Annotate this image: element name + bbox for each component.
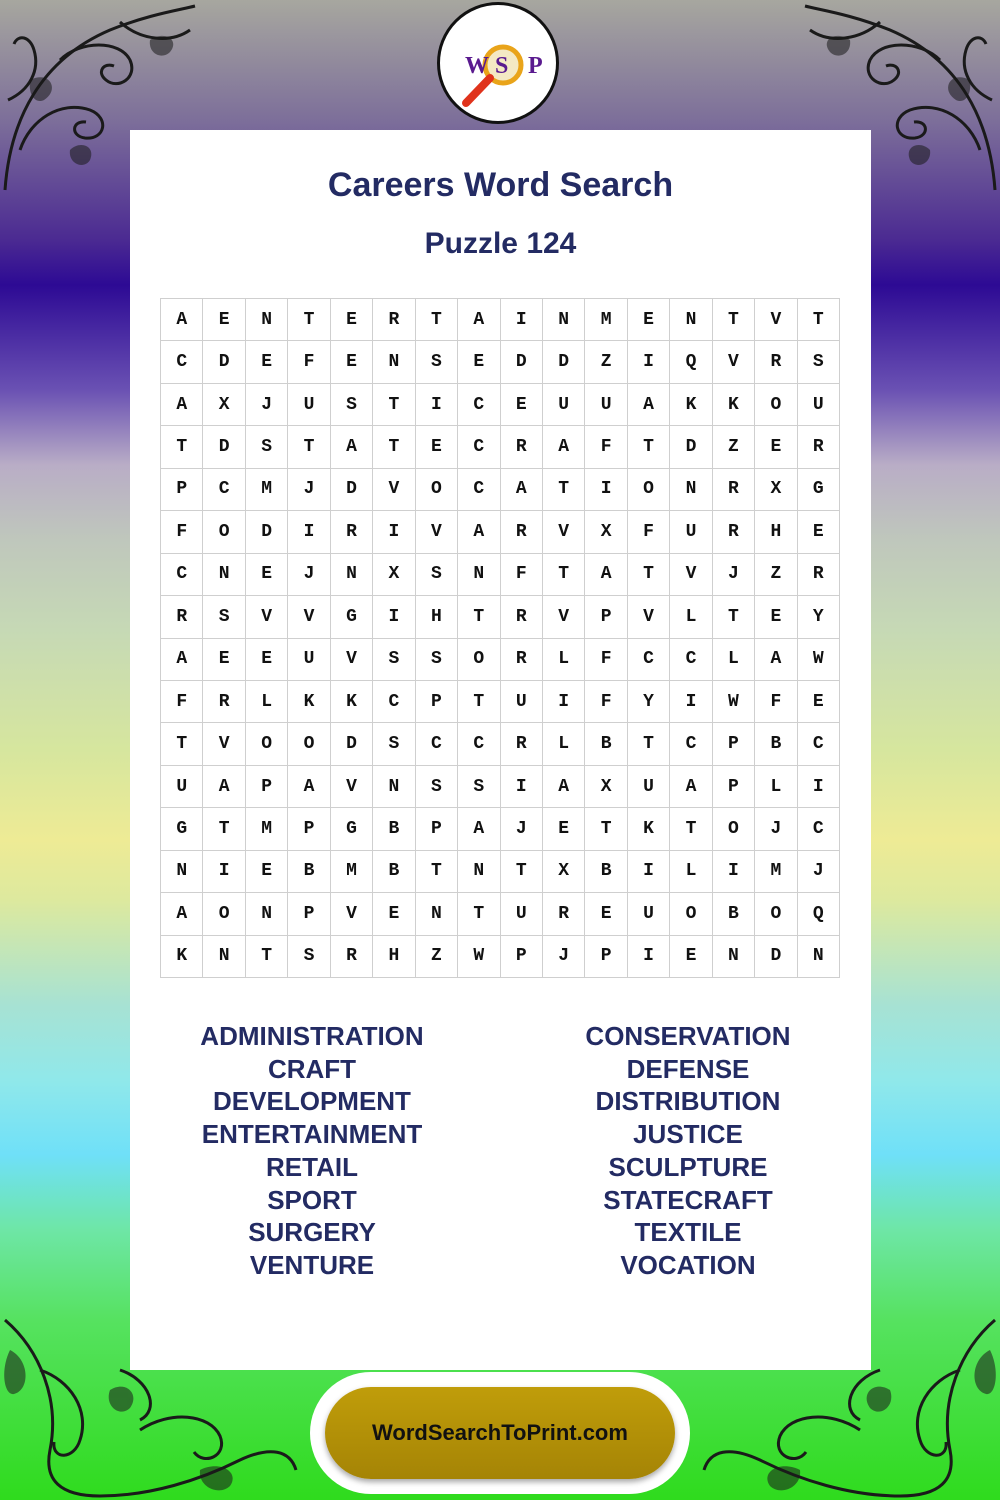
grid-cell[interactable]: U [161, 766, 203, 808]
grid-cell[interactable]: T [798, 299, 840, 341]
grid-cell[interactable]: S [373, 723, 415, 765]
grid-cell[interactable]: E [246, 554, 288, 596]
grid-cell[interactable]: J [543, 936, 585, 978]
grid-cell[interactable]: R [501, 426, 543, 468]
grid-cell[interactable]: X [585, 766, 627, 808]
grid-cell[interactable]: A [543, 766, 585, 808]
grid-cell[interactable]: C [203, 469, 245, 511]
word-list-item: SCULPTURE [608, 1151, 768, 1182]
grid-cell[interactable]: I [628, 341, 670, 383]
grid-cell[interactable]: A [585, 554, 627, 596]
grid-cell[interactable]: E [331, 341, 373, 383]
grid-cell[interactable]: C [670, 723, 712, 765]
grid-cell[interactable]: T [713, 596, 755, 638]
grid-cell[interactable]: V [246, 596, 288, 638]
grid-cell[interactable]: D [670, 426, 712, 468]
grid-cell[interactable]: F [161, 681, 203, 723]
grid-cell[interactable]: V [755, 299, 797, 341]
grid-cell[interactable]: C [458, 384, 500, 426]
grid-cell[interactable]: L [246, 681, 288, 723]
grid-cell[interactable]: W [713, 681, 755, 723]
grid-cell[interactable]: Z [755, 554, 797, 596]
grid-cell[interactable]: D [203, 426, 245, 468]
grid-cell[interactable]: B [585, 723, 627, 765]
grid-cell[interactable]: Z [713, 426, 755, 468]
grid-cell[interactable]: T [670, 808, 712, 850]
page-title: Careers Word Search [327, 166, 674, 204]
grid-cell[interactable]: E [458, 341, 500, 383]
grid-cell[interactable]: J [755, 808, 797, 850]
grid-cell[interactable]: A [458, 511, 500, 553]
grid-cell[interactable]: V [203, 723, 245, 765]
grid-cell[interactable]: X [373, 554, 415, 596]
grid-cell[interactable]: E [585, 893, 627, 935]
grid-cell[interactable]: T [543, 469, 585, 511]
word-list-item: CRAFT [267, 1053, 357, 1084]
word-list-item: SPORT [267, 1184, 357, 1215]
grid-cell[interactable]: P [288, 893, 330, 935]
grid-cell[interactable]: S [373, 639, 415, 681]
grid-cell[interactable]: M [585, 299, 627, 341]
grid-cell[interactable]: A [458, 808, 500, 850]
grid-cell[interactable]: M [246, 469, 288, 511]
grid-cell[interactable]: O [203, 893, 245, 935]
grid-cell[interactable]: Q [798, 893, 840, 935]
grid-cell[interactable]: R [798, 426, 840, 468]
grid-cell[interactable]: E [755, 596, 797, 638]
grid-cell[interactable]: O [670, 893, 712, 935]
grid-cell[interactable]: U [288, 639, 330, 681]
grid-cell[interactable]: T [501, 851, 543, 893]
grid-cell[interactable]: N [713, 936, 755, 978]
grid-cell[interactable]: I [203, 851, 245, 893]
word-list-item: ENTERTAINMENT [201, 1119, 423, 1150]
grid-cell[interactable]: M [755, 851, 797, 893]
grid-cell[interactable]: T [203, 808, 245, 850]
grid-cell[interactable]: I [585, 469, 627, 511]
grid-cell[interactable]: E [203, 639, 245, 681]
site-link-button[interactable]: WordSearchToPrint.com [325, 1387, 675, 1479]
grid-cell[interactable]: T [288, 426, 330, 468]
grid-cell[interactable]: N [543, 299, 585, 341]
grid-cell[interactable]: S [416, 639, 458, 681]
grid-cell[interactable]: C [161, 554, 203, 596]
grid-cell[interactable]: N [246, 299, 288, 341]
grid-cell[interactable]: B [713, 893, 755, 935]
grid-cell[interactable]: O [288, 723, 330, 765]
grid-cell[interactable]: P [585, 596, 627, 638]
grid-cell[interactable]: A [161, 893, 203, 935]
grid-cell[interactable]: C [798, 723, 840, 765]
grid-cell[interactable]: O [755, 893, 797, 935]
grid-cell[interactable]: S [416, 554, 458, 596]
grid-cell[interactable]: N [373, 766, 415, 808]
grid-cell[interactable]: S [288, 936, 330, 978]
grid-cell[interactable]: V [628, 596, 670, 638]
grid-cell[interactable]: T [543, 554, 585, 596]
grid-cell[interactable]: J [713, 554, 755, 596]
grid-cell[interactable]: X [543, 851, 585, 893]
grid-cell[interactable]: T [628, 723, 670, 765]
grid-cell[interactable]: J [288, 554, 330, 596]
grid-cell[interactable]: W [458, 936, 500, 978]
grid-cell[interactable]: V [713, 341, 755, 383]
grid-cell[interactable]: S [331, 384, 373, 426]
grid-cell[interactable]: U [670, 511, 712, 553]
grid-cell[interactable]: T [288, 299, 330, 341]
wsp-logo[interactable] [437, 2, 559, 124]
grid-cell[interactable]: J [798, 851, 840, 893]
grid-cell[interactable]: L [713, 639, 755, 681]
grid-cell[interactable]: P [161, 469, 203, 511]
grid-cell[interactable]: M [246, 808, 288, 850]
grid-cell[interactable]: G [331, 596, 373, 638]
grid-cell[interactable]: F [585, 639, 627, 681]
grid-cell[interactable]: Q [670, 341, 712, 383]
grid-cell[interactable]: R [501, 639, 543, 681]
grid-cell[interactable]: B [373, 808, 415, 850]
grid-cell[interactable]: C [458, 723, 500, 765]
word-list-right [528, 1020, 848, 1282]
puzzle-card [130, 130, 871, 1370]
grid-cell[interactable]: T [373, 384, 415, 426]
grid-cell[interactable]: C [373, 681, 415, 723]
logo-letter-w: W [465, 53, 489, 79]
grid-cell[interactable]: T [585, 808, 627, 850]
grid-cell[interactable]: N [458, 554, 500, 596]
grid-cell[interactable]: K [628, 808, 670, 850]
grid-cell[interactable]: B [373, 851, 415, 893]
word-list-item: DEFENSE [626, 1053, 750, 1084]
grid-cell[interactable]: R [501, 511, 543, 553]
grid-cell[interactable]: N [331, 554, 373, 596]
word-list-left [152, 1020, 472, 1282]
grid-cell[interactable]: B [755, 723, 797, 765]
grid-cell[interactable]: N [203, 554, 245, 596]
grid-cell[interactable]: K [670, 384, 712, 426]
grid-cell[interactable]: S [458, 766, 500, 808]
grid-cell[interactable]: O [713, 808, 755, 850]
grid-cell[interactable]: C [416, 723, 458, 765]
grid-cell[interactable]: S [203, 596, 245, 638]
grid-cell[interactable]: R [713, 511, 755, 553]
grid-cell[interactable]: O [755, 384, 797, 426]
grid-cell[interactable]: F [755, 681, 797, 723]
grid-cell[interactable]: A [203, 766, 245, 808]
word-list-item: CONSERVATION [585, 1021, 791, 1051]
grid-cell[interactable]: S [416, 766, 458, 808]
grid-cell[interactable]: P [501, 936, 543, 978]
grid-cell[interactable]: U [501, 893, 543, 935]
grid-cell[interactable]: P [713, 766, 755, 808]
grid-cell[interactable]: Z [585, 341, 627, 383]
grid-cell[interactable]: X [585, 511, 627, 553]
grid-cell[interactable]: N [373, 341, 415, 383]
grid-cell[interactable]: I [373, 511, 415, 553]
grid-cell[interactable]: I [798, 766, 840, 808]
grid-cell[interactable]: E [755, 426, 797, 468]
grid-cell[interactable]: R [331, 511, 373, 553]
grid-cell[interactable]: N [670, 469, 712, 511]
grid-cell[interactable]: C [798, 808, 840, 850]
grid-cell[interactable]: A [628, 384, 670, 426]
letter-grid [160, 298, 840, 978]
grid-cell[interactable]: R [755, 341, 797, 383]
grid-cell[interactable]: L [543, 639, 585, 681]
grid-cell[interactable]: P [713, 723, 755, 765]
grid-cell[interactable]: D [331, 469, 373, 511]
grid-cell[interactable]: E [246, 851, 288, 893]
grid-cell[interactable]: K [161, 936, 203, 978]
grid-cell[interactable]: F [585, 681, 627, 723]
grid-cell[interactable]: R [501, 596, 543, 638]
grid-cell[interactable]: E [628, 299, 670, 341]
grid-cell[interactable]: B [585, 851, 627, 893]
grid-cell[interactable]: I [416, 384, 458, 426]
grid-cell[interactable]: E [246, 341, 288, 383]
grid-cell[interactable]: O [416, 469, 458, 511]
grid-cell[interactable]: K [713, 384, 755, 426]
grid-cell[interactable]: P [288, 808, 330, 850]
grid-cell[interactable]: O [246, 723, 288, 765]
grid-cell[interactable]: I [501, 299, 543, 341]
grid-cell[interactable]: U [501, 681, 543, 723]
grid-cell[interactable]: N [670, 299, 712, 341]
grid-cell[interactable]: T [373, 426, 415, 468]
grid-cell[interactable]: I [288, 511, 330, 553]
grid-cell[interactable]: R [331, 936, 373, 978]
word-list-item: STATECRAFT [603, 1184, 773, 1215]
grid-cell[interactable]: N [798, 936, 840, 978]
grid-cell[interactable]: X [755, 469, 797, 511]
grid-cell[interactable]: L [670, 851, 712, 893]
grid-cell[interactable]: S [246, 426, 288, 468]
grid-cell[interactable]: T [458, 681, 500, 723]
grid-cell[interactable]: V [331, 893, 373, 935]
grid-cell[interactable]: R [798, 554, 840, 596]
grid-cell[interactable]: F [628, 511, 670, 553]
word-list-item: SURGERY [248, 1217, 376, 1248]
word-list-item: VOCATION [620, 1249, 756, 1280]
grid-cell[interactable]: T [161, 426, 203, 468]
grid-cell[interactable]: D [501, 341, 543, 383]
grid-cell[interactable]: R [713, 469, 755, 511]
grid-cell[interactable]: N [246, 893, 288, 935]
grid-cell[interactable]: P [246, 766, 288, 808]
grid-cell[interactable]: U [585, 384, 627, 426]
grid-cell[interactable]: E [501, 384, 543, 426]
puzzle-number: Puzzle 124 [424, 227, 577, 260]
grid-cell[interactable]: U [798, 384, 840, 426]
grid-cell[interactable]: E [798, 511, 840, 553]
grid-cell[interactable]: T [161, 723, 203, 765]
grid-cell[interactable]: H [373, 936, 415, 978]
grid-cell[interactable]: R [501, 723, 543, 765]
grid-cell[interactable]: T [713, 299, 755, 341]
grid-cell[interactable]: U [628, 766, 670, 808]
grid-cell[interactable]: C [458, 469, 500, 511]
grid-cell[interactable]: W [798, 639, 840, 681]
grid-cell[interactable]: A [161, 299, 203, 341]
grid-cell[interactable]: S [798, 341, 840, 383]
word-list-item: JUSTICE [633, 1119, 743, 1150]
grid-cell[interactable]: G [331, 808, 373, 850]
grid-cell[interactable]: V [288, 596, 330, 638]
grid-cell[interactable]: F [161, 511, 203, 553]
word-list-item: VENTURE [249, 1249, 375, 1280]
word-list-item: DISTRIBUTION [595, 1086, 781, 1117]
grid-cell[interactable]: A [458, 299, 500, 341]
grid-cell[interactable]: G [798, 469, 840, 511]
grid-cell[interactable]: N [416, 893, 458, 935]
grid-cell[interactable]: E [373, 893, 415, 935]
grid-cell[interactable]: F [585, 426, 627, 468]
grid-cell[interactable]: T [416, 299, 458, 341]
grid-cell[interactable]: U [288, 384, 330, 426]
grid-cell[interactable]: I [713, 851, 755, 893]
grid-cell[interactable]: J [246, 384, 288, 426]
grid-cell[interactable]: A [161, 639, 203, 681]
grid-cell[interactable]: N [458, 851, 500, 893]
grid-cell[interactable]: V [543, 596, 585, 638]
grid-cell[interactable]: R [161, 596, 203, 638]
grid-cell[interactable]: F [288, 341, 330, 383]
grid-cell[interactable]: E [798, 681, 840, 723]
grid-cell[interactable]: N [161, 851, 203, 893]
grid-cell[interactable]: A [670, 766, 712, 808]
grid-cell[interactable]: D [246, 511, 288, 553]
grid-cell[interactable]: V [331, 766, 373, 808]
grid-cell[interactable]: D [755, 936, 797, 978]
grid-cell[interactable]: A [755, 639, 797, 681]
grid-cell[interactable]: U [628, 893, 670, 935]
grid-cell[interactable]: E [203, 299, 245, 341]
grid-cell[interactable]: H [755, 511, 797, 553]
grid-cell[interactable]: R [203, 681, 245, 723]
grid-cell[interactable]: C [161, 341, 203, 383]
grid-cell[interactable]: J [288, 469, 330, 511]
word-list-item: RETAIL [266, 1151, 358, 1182]
grid-cell[interactable]: A [331, 426, 373, 468]
grid-cell[interactable]: T [416, 851, 458, 893]
word-list-item: ADMINISTRATION [200, 1021, 424, 1051]
grid-cell[interactable]: E [416, 426, 458, 468]
grid-cell[interactable]: C [458, 426, 500, 468]
grid-cell[interactable]: P [416, 808, 458, 850]
grid-cell[interactable]: D [331, 723, 373, 765]
grid-cell[interactable]: I [628, 851, 670, 893]
grid-cell[interactable]: X [203, 384, 245, 426]
grid-cell[interactable]: A [288, 766, 330, 808]
grid-cell[interactable]: E [670, 936, 712, 978]
grid-cell[interactable]: R [543, 893, 585, 935]
grid-cell[interactable]: T [246, 936, 288, 978]
grid-cell[interactable]: I [670, 681, 712, 723]
grid-cell[interactable]: L [755, 766, 797, 808]
grid-cell[interactable]: Y [798, 596, 840, 638]
grid-cell[interactable]: N [203, 936, 245, 978]
grid-cell[interactable]: T [628, 554, 670, 596]
grid-cell[interactable]: T [458, 893, 500, 935]
grid-cell[interactable]: C [670, 639, 712, 681]
grid-cell[interactable]: T [458, 596, 500, 638]
grid-cell[interactable]: O [458, 639, 500, 681]
grid-cell[interactable]: K [288, 681, 330, 723]
grid-cell[interactable]: Z [416, 936, 458, 978]
grid-cell[interactable]: I [543, 681, 585, 723]
grid-cell[interactable]: I [628, 936, 670, 978]
grid-cell[interactable]: H [416, 596, 458, 638]
grid-cell[interactable]: S [416, 341, 458, 383]
grid-cell[interactable]: V [416, 511, 458, 553]
grid-cell[interactable]: O [628, 469, 670, 511]
grid-cell[interactable]: F [501, 554, 543, 596]
grid-cell[interactable]: Y [628, 681, 670, 723]
logo-letter-p: P [528, 53, 543, 79]
grid-cell[interactable]: J [501, 808, 543, 850]
grid-cell[interactable]: A [501, 469, 543, 511]
grid-cell[interactable]: I [501, 766, 543, 808]
grid-cell[interactable]: E [246, 639, 288, 681]
grid-cell[interactable]: K [331, 681, 373, 723]
grid-cell[interactable]: A [543, 426, 585, 468]
word-list-item: DEVELOPMENT [213, 1086, 411, 1117]
grid-cell[interactable]: V [331, 639, 373, 681]
grid-cell[interactable]: B [288, 851, 330, 893]
grid-cell[interactable]: M [331, 851, 373, 893]
grid-cell[interactable]: G [161, 808, 203, 850]
grid-cell[interactable]: P [585, 936, 627, 978]
grid-cell[interactable]: D [203, 341, 245, 383]
grid-cell[interactable]: C [628, 639, 670, 681]
grid-cell[interactable]: E [543, 808, 585, 850]
grid-cell[interactable]: L [543, 723, 585, 765]
grid-cell[interactable]: I [373, 596, 415, 638]
grid-cell[interactable]: V [373, 469, 415, 511]
grid-cell[interactable]: L [670, 596, 712, 638]
word-list-item: TEXTILE [634, 1217, 742, 1248]
grid-cell[interactable]: E [331, 299, 373, 341]
grid-cell[interactable]: A [161, 384, 203, 426]
grid-cell[interactable]: T [628, 426, 670, 468]
grid-cell[interactable]: D [543, 341, 585, 383]
grid-cell[interactable]: U [543, 384, 585, 426]
grid-cell[interactable]: V [543, 511, 585, 553]
grid-cell[interactable]: O [203, 511, 245, 553]
grid-cell[interactable]: R [373, 299, 415, 341]
logo-letter-s: S [495, 53, 509, 79]
grid-cell[interactable]: P [416, 681, 458, 723]
grid-cell[interactable]: V [670, 554, 712, 596]
